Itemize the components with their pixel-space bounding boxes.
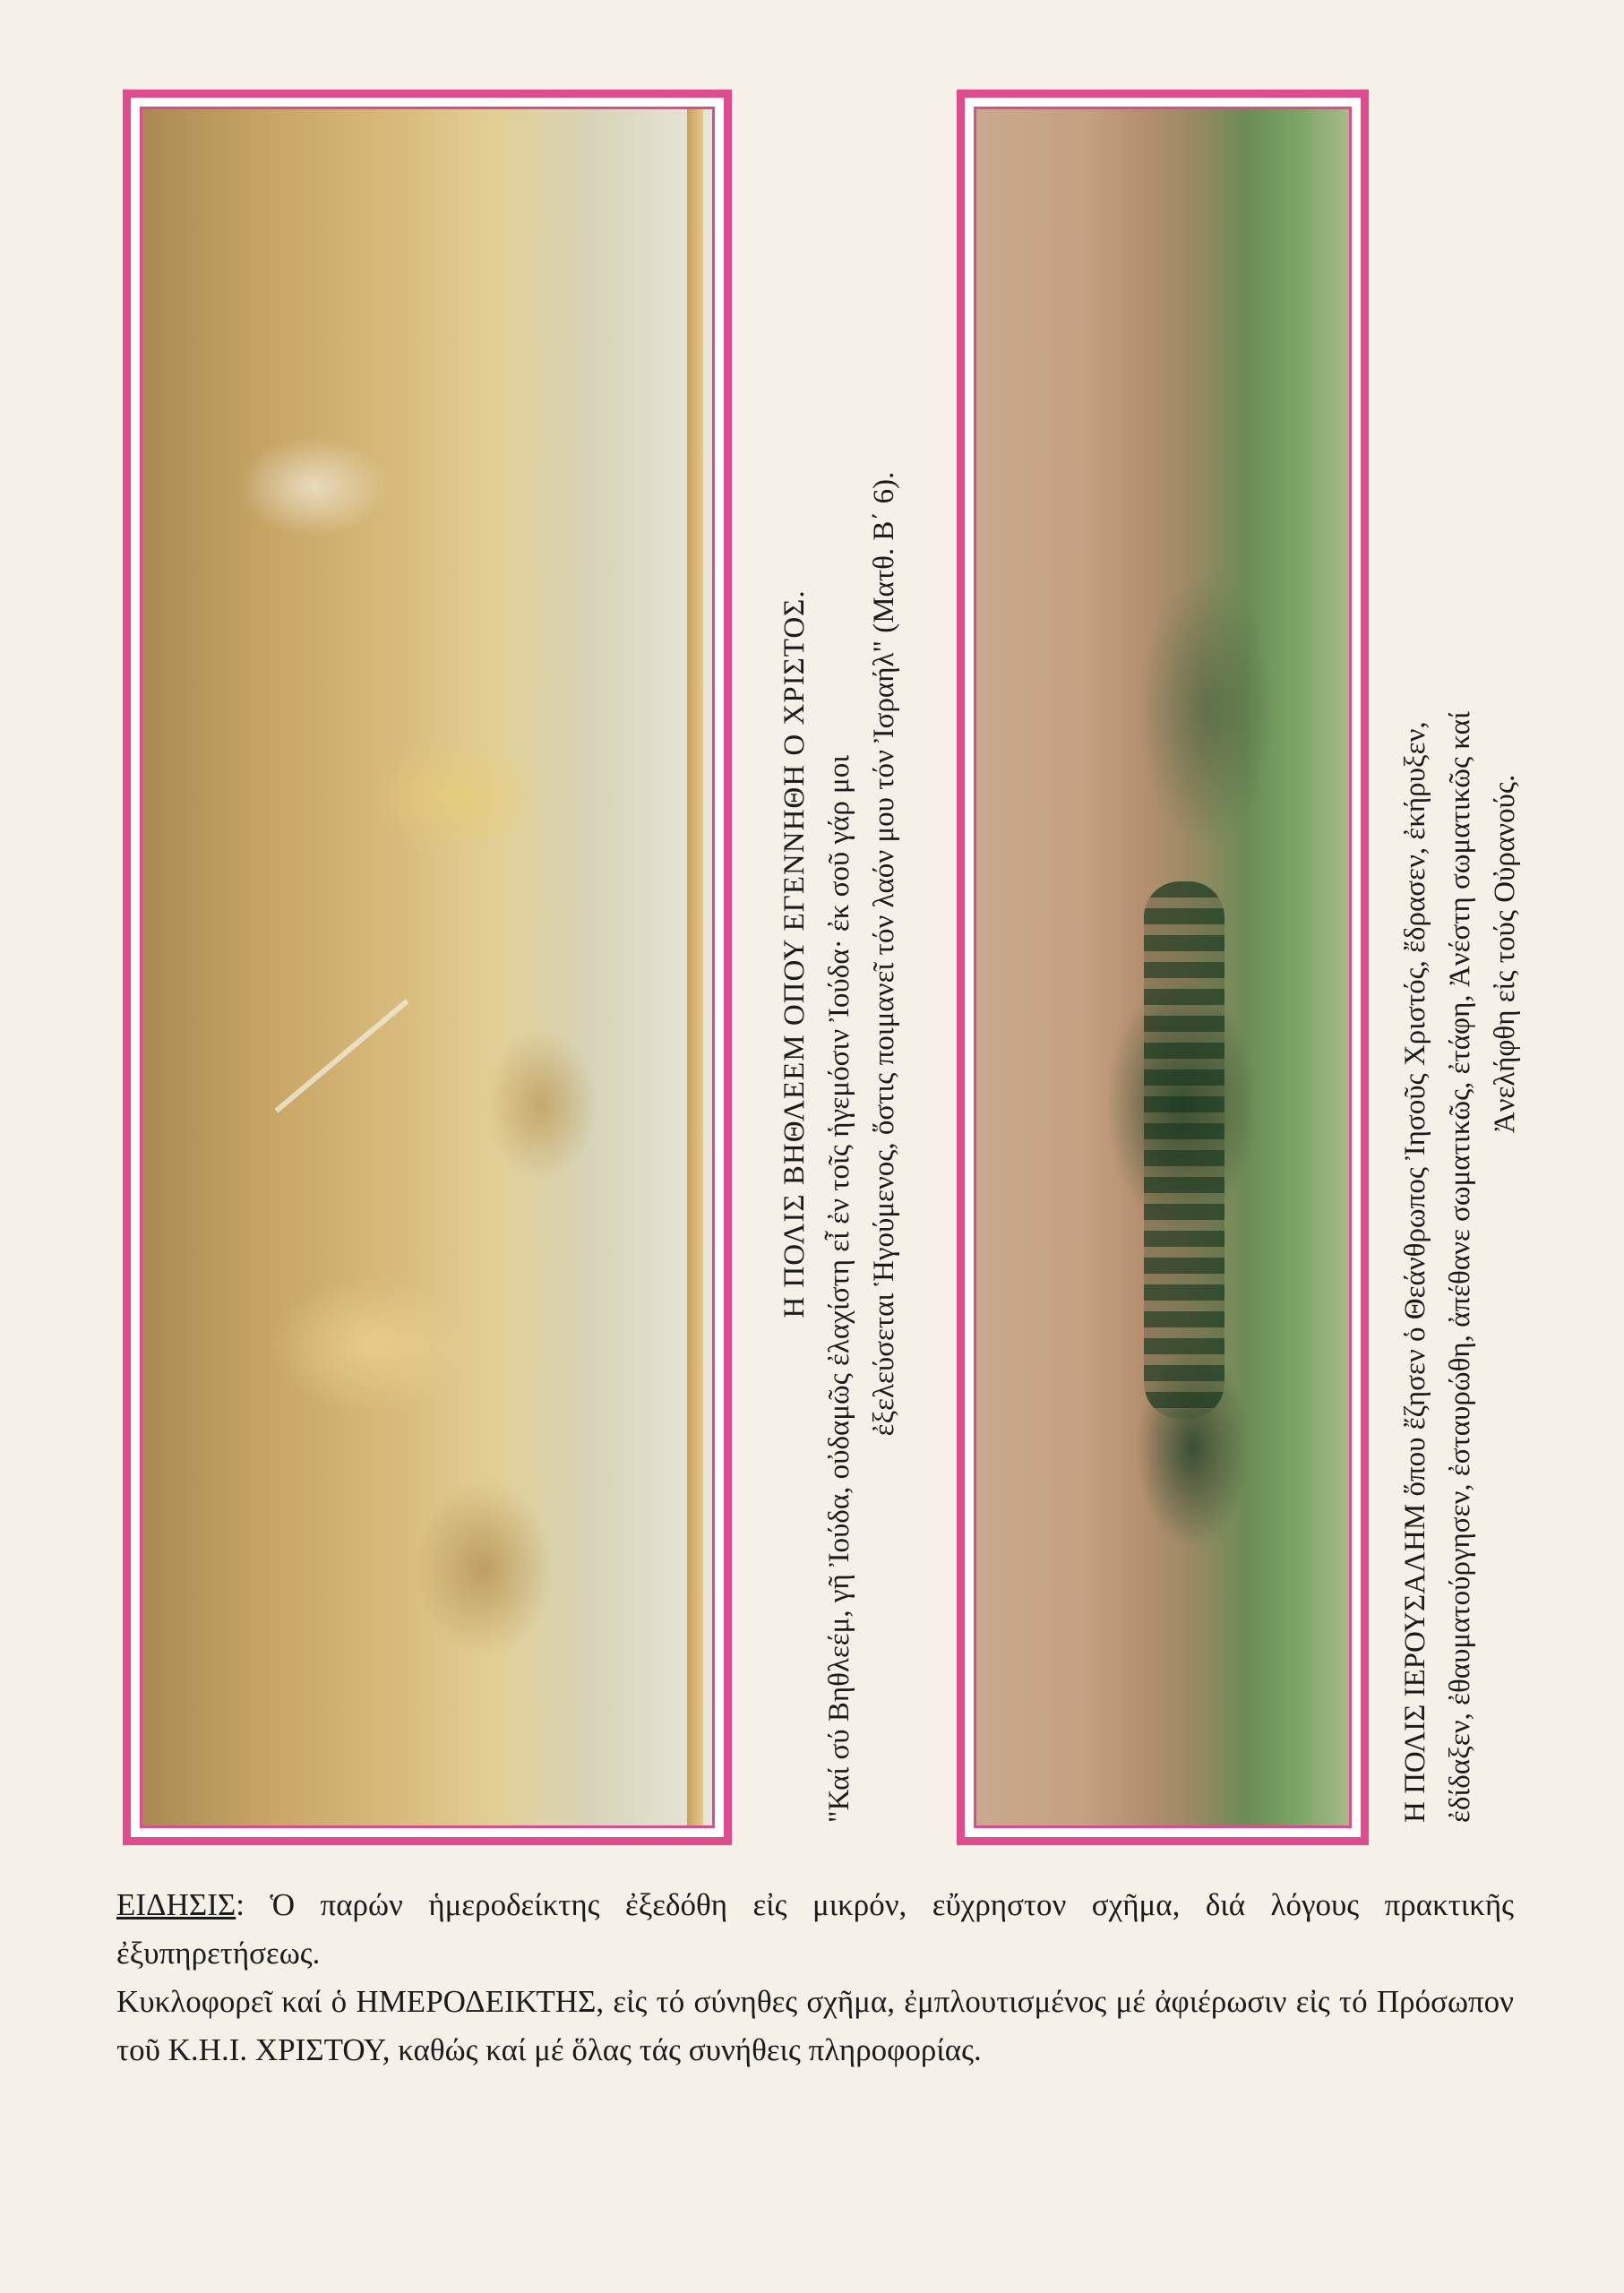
jerusalem-caption-line-2: ἐδίδαξεν, ἐθαυματούργησεν, ἐσταυρώθη, ἀπέθανε σωματικῶς, ἐτάφη, Ἀνέστη σωματικῶς καί bbox=[1444, 711, 1476, 1823]
jerusalem-caption bbox=[1393, 85, 1527, 1823]
bethlehem-caption bbox=[772, 85, 907, 1823]
bethlehem-quote-line-2: ἐξελεύσεται Ἡγούμενος, ὅστις ποιμανεῖ τόν λαόν μου τόν Ἰσραήλ" (Ματθ. Β΄ 6). bbox=[868, 471, 900, 1437]
jerusalem-panorama-image bbox=[976, 109, 1349, 1825]
jerusalem-caption-line-3: Ἀνελήφθη εἰς τούς Οὐρανούς. bbox=[1489, 774, 1521, 1134]
notice-text-1: : Ὁ παρών ἡμεροδείκτης ἐξεδόθη εἰς μικρόν, εὔχρηστον σχῆμα, διά λόγους πρακτικῆς ἐξυπηρετήσεως. bbox=[116, 1887, 1514, 1971]
bethlehem-heading: Η ΠΟΛΙΣ ΒΗΘΛΕΕΜ ΟΠΟΥ ΕΓΕΝΝΗΘΗ Ο ΧΡΙΣΤΟΣ. bbox=[778, 589, 811, 1318]
notice-paragraph-1 bbox=[116, 1881, 1514, 1978]
notice-paragraph-2: Κυκλοφορεῖ καί ὁ ΗΜΕΡΟΔΕΙΚΤΗΣ, εἰς τό σύνηθες σχῆμα, ἐμπλουτισμένος μέ ἀφιέρωσιν εἰς τό Πρόσωπον τοῦ Κ.Η.Ι. ΧΡΙΣΤΟΥ, καθώς καί μέ ὅλας τάς συνήθεις πληροφορίας. bbox=[116, 1984, 1514, 2067]
photo-edge-strip bbox=[687, 109, 703, 1825]
notice-section bbox=[116, 1881, 1514, 2074]
bethlehem-quote-line-1: "Καί σύ Βηθλεέμ, γῆ Ἰούδα, οὐδαμῶς ἐλαχίστη εἶ ἐν τοῖς ἡγεμόσιν Ἰούδα· ἐκ σοῦ γάρ μοι bbox=[823, 754, 855, 1823]
notice-label: ΕΙΔΗΣΙΣ bbox=[116, 1887, 236, 1922]
bethlehem-panorama-image bbox=[142, 109, 712, 1825]
road-illustration bbox=[275, 999, 409, 1112]
jerusalem-photo-frame bbox=[957, 90, 1369, 1845]
trees-illustration bbox=[1144, 881, 1224, 1419]
bethlehem-photo-frame bbox=[123, 90, 732, 1845]
jerusalem-caption-line-1: Η ΠΟΛΙΣ ΙΕΡΟΥΣΑΛΗΜ ὅπου ἔζησεν ὁ Θεάνθρωπος Ἰησοῦς Χριστός, ἔδρασεν, ἐκήρυξεν, bbox=[1399, 721, 1431, 1823]
